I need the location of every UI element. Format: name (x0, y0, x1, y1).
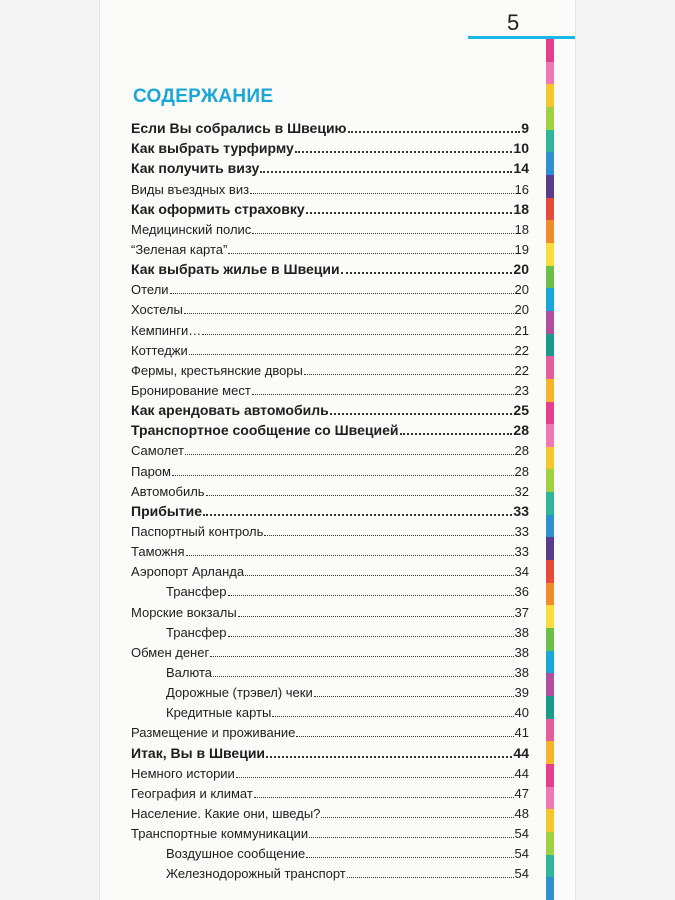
dot-leader (304, 374, 514, 375)
thumb-tab (546, 266, 554, 289)
thumb-tab (546, 39, 554, 62)
toc-entry-page: 20 (514, 282, 529, 298)
dot-leader (185, 454, 514, 455)
toc-entry-page: 28 (514, 463, 529, 479)
toc-entry-page: 32 (514, 483, 529, 499)
toc-entry-page: 18 (513, 200, 529, 217)
toc-entry-page: 38 (514, 644, 529, 660)
thumb-tab (546, 130, 554, 153)
toc-entry-title: Дорожные (трэвел) чеки (166, 685, 313, 701)
toc-entry-title: Трансфер (166, 624, 227, 640)
toc-entry[interactable] (131, 640, 529, 660)
thumb-tab (546, 696, 554, 719)
toc-entry[interactable] (131, 176, 529, 196)
toc-entry[interactable] (131, 257, 529, 277)
dot-leader (272, 716, 513, 717)
thumb-tab (546, 492, 554, 515)
toc-entry-page: 33 (514, 544, 529, 560)
toc-entry[interactable] (131, 217, 529, 237)
toc-entry[interactable] (131, 499, 529, 519)
toc-entry-title: Автомобиль (131, 483, 205, 499)
toc-entry-title: Размещение и проживание (131, 725, 296, 741)
thumb-tab (546, 198, 554, 221)
toc-entry-page: 33 (513, 502, 529, 519)
thumb-tab (546, 311, 554, 334)
toc-entry-title: Транспортные коммуникации (131, 826, 309, 842)
toc-entry-page: 54 (514, 866, 529, 882)
toc-entry-title: Таможня (131, 544, 185, 560)
toc-entry-title: Население. Какие они, шведы? (131, 805, 321, 821)
toc-entry[interactable] (131, 116, 529, 136)
dot-leader (186, 555, 514, 556)
toc-entry-title: Отели (131, 282, 169, 298)
toc-entry[interactable] (131, 761, 529, 781)
dot-leader (172, 475, 514, 476)
thumb-tab (546, 741, 554, 764)
thumb-tab (546, 469, 554, 492)
toc-entry-title: География и климат (131, 785, 253, 801)
dot-leader (252, 394, 514, 395)
toc-entry[interactable] (131, 559, 529, 579)
dot-leader (252, 233, 513, 234)
toc-entry-page: 21 (514, 322, 529, 338)
dot-leader (184, 313, 514, 314)
dot-leader (213, 676, 514, 677)
toc-entry-page: 41 (514, 725, 529, 741)
page-title: СОДЕРЖАНИЕ (133, 86, 274, 107)
dot-leader (264, 535, 513, 536)
toc-entry[interactable] (131, 197, 529, 217)
thumb-tab (546, 220, 554, 243)
toc-entry[interactable] (131, 680, 529, 700)
dot-leader (321, 817, 513, 818)
thumb-tab (546, 424, 554, 447)
toc-entry-page: 9 (521, 120, 529, 137)
thumb-tab (546, 288, 554, 311)
toc-entry[interactable] (131, 579, 529, 599)
toc-entry-page: 38 (514, 624, 529, 640)
thumb-tab (546, 605, 554, 628)
page-number-rule (468, 36, 575, 39)
toc-entry-title: Паспортный контроль (131, 523, 264, 539)
thumb-tab (546, 334, 554, 357)
toc-entry[interactable] (131, 398, 529, 418)
toc-entry-page: 20 (514, 302, 529, 318)
dot-leader (228, 636, 514, 637)
toc-entry-page: 18 (514, 221, 529, 237)
toc-entry-title: “Зеленая карта” (131, 241, 228, 257)
dot-leader (254, 797, 514, 798)
toc-entry-page: 22 (514, 362, 529, 378)
toc-entry-page: 39 (514, 685, 529, 701)
toc-entry-page: 28 (514, 443, 529, 459)
thumb-tab (546, 379, 554, 402)
thumb-tab (546, 855, 554, 878)
color-thumb-index (546, 39, 554, 900)
toc-entry[interactable] (131, 338, 529, 358)
toc-entry-title: Железнодорожный транспорт (166, 866, 346, 882)
toc-entry-title: Как получить визу (131, 160, 260, 177)
toc-entry[interactable] (131, 358, 529, 378)
toc-entry-title: Как оформить страховку (131, 200, 305, 217)
dot-leader (330, 413, 513, 415)
toc-entry-page: 44 (513, 744, 529, 761)
dot-leader (341, 272, 513, 274)
dot-leader (203, 514, 512, 516)
toc-entry-page: 19 (514, 241, 529, 257)
toc-entry[interactable] (131, 700, 529, 720)
toc-entry-title: Медицинский полис (131, 221, 252, 237)
thumb-tab (546, 787, 554, 810)
toc-entry-title: Кредитные карты (166, 705, 272, 721)
thumb-tab (546, 537, 554, 560)
toc-entry-title: Кемпинги… (131, 322, 202, 338)
toc-entry[interactable] (131, 841, 529, 861)
dot-leader (170, 293, 514, 294)
toc-entry[interactable] (131, 418, 529, 438)
dot-leader (202, 334, 513, 335)
toc-entry-title: Морские вокзалы (131, 604, 237, 620)
toc-entry-title: Воздушное сообщение (166, 846, 306, 862)
thumb-tab (546, 243, 554, 266)
thumb-tab (546, 832, 554, 855)
toc-entry-title: Транспортное сообщение со Швецией (131, 422, 399, 439)
thumb-tab (546, 402, 554, 425)
toc-entry[interactable] (131, 519, 529, 539)
toc-entry-page: 44 (514, 765, 529, 781)
dot-leader (400, 433, 513, 435)
toc-entry-page: 14 (513, 160, 529, 177)
toc-entry[interactable] (131, 136, 529, 156)
toc-entry-page: 54 (514, 826, 529, 842)
toc-entry-title: Виды въездных виз (131, 181, 250, 197)
dot-leader (250, 193, 513, 194)
thumb-tab (546, 719, 554, 742)
toc-entry-page: 38 (514, 664, 529, 680)
toc-entry-page: 33 (514, 523, 529, 539)
thumb-tab (546, 628, 554, 651)
toc-entry[interactable] (131, 479, 529, 499)
toc-entry-title: Как выбрать жилье в Швеции (131, 261, 340, 278)
thumb-tab (546, 62, 554, 85)
toc-entry[interactable] (131, 156, 529, 176)
toc-entry-page: 22 (514, 342, 529, 358)
dot-leader (189, 354, 514, 355)
dot-leader (348, 131, 521, 133)
toc-entry-page: 10 (513, 140, 529, 157)
dot-leader (210, 656, 513, 657)
dot-leader (206, 495, 514, 496)
toc-entry[interactable] (131, 458, 529, 478)
toc-entry-title: Самолет (131, 443, 184, 459)
toc-entry-page: 36 (514, 584, 529, 600)
dot-leader (245, 575, 513, 576)
toc-entry-title: Фермы, крестьянские дворы (131, 362, 303, 378)
toc-entry-page: 16 (514, 181, 529, 197)
toc-entry-page: 48 (514, 805, 529, 821)
toc-entry-page: 40 (514, 705, 529, 721)
thumb-tab (546, 651, 554, 674)
toc-entry-title: Аэропорт Арланда (131, 564, 245, 580)
thumb-tab (546, 447, 554, 470)
toc-entry-title: Итак, Вы в Швеции (131, 744, 266, 761)
dot-leader (238, 616, 514, 617)
toc-entry[interactable] (131, 821, 529, 841)
toc-entry-title: Валюта (166, 664, 212, 680)
thumb-tab (546, 152, 554, 175)
toc-entry-page: 37 (514, 604, 529, 620)
toc-entry[interactable] (131, 660, 529, 680)
dot-leader (228, 595, 514, 596)
toc-entry-title: Коттеджи (131, 342, 188, 358)
thumb-tab (546, 560, 554, 583)
dot-leader (228, 253, 513, 254)
thumb-tab (546, 107, 554, 130)
toc-entry-title: Трансфер (166, 584, 227, 600)
toc-entry-title: Хостелы (131, 302, 183, 318)
toc-entry-title: Как арендовать автомобиль (131, 402, 329, 419)
toc-entry[interactable] (131, 599, 529, 619)
dot-leader (295, 151, 513, 153)
toc-entry[interactable] (131, 740, 529, 760)
toc-entry-page: 25 (513, 402, 529, 419)
dot-leader (306, 212, 513, 214)
thumb-tab (546, 764, 554, 787)
toc-entry[interactable] (131, 438, 529, 458)
thumb-tab (546, 809, 554, 832)
toc-entry-title: Прибытие (131, 502, 203, 519)
thumb-tab (546, 583, 554, 606)
dot-leader (309, 837, 513, 838)
dot-leader (306, 857, 513, 858)
toc-entry[interactable] (131, 801, 529, 821)
left-margin (0, 0, 100, 900)
toc-entry-title: Немного истории (131, 765, 235, 781)
dot-leader (314, 696, 514, 697)
toc-entry-title: Обмен денег (131, 644, 210, 660)
thumb-tab (546, 356, 554, 379)
toc-entry[interactable] (131, 539, 529, 559)
toc-entry-title: Как выбрать турфирму (131, 140, 294, 157)
toc-entry-title: Паром (131, 463, 171, 479)
toc-entry[interactable] (131, 781, 529, 801)
toc-entry-page: 28 (513, 422, 529, 439)
toc-entry[interactable] (131, 378, 529, 398)
thumb-tab (546, 175, 554, 198)
dot-leader (266, 756, 512, 758)
toc-entry[interactable] (131, 861, 529, 881)
dot-leader (347, 877, 514, 878)
toc-entry-page: 47 (514, 785, 529, 801)
toc-entry-page: 20 (513, 261, 529, 278)
toc-entry[interactable] (131, 277, 529, 297)
thumb-tab (546, 877, 554, 900)
toc-entry[interactable] (131, 237, 529, 257)
toc-entry[interactable] (131, 317, 529, 337)
toc-entry[interactable] (131, 297, 529, 317)
dot-leader (236, 777, 514, 778)
thumb-tab (546, 84, 554, 107)
page-number: 5 (507, 10, 520, 35)
dot-leader (296, 736, 513, 737)
toc-entry-page: 34 (514, 564, 529, 580)
thumb-tab (546, 515, 554, 538)
thumb-tab (546, 673, 554, 696)
toc-entry-title: Если Вы собрались в Швецию (131, 120, 347, 137)
table-of-contents (131, 116, 529, 881)
toc-entry[interactable] (131, 620, 529, 640)
right-margin (575, 0, 675, 900)
toc-entry[interactable] (131, 720, 529, 740)
toc-entry-page: 23 (514, 382, 529, 398)
toc-entry-title: Бронирование мест (131, 382, 251, 398)
toc-entry-page: 54 (514, 846, 529, 862)
dot-leader (260, 171, 512, 173)
